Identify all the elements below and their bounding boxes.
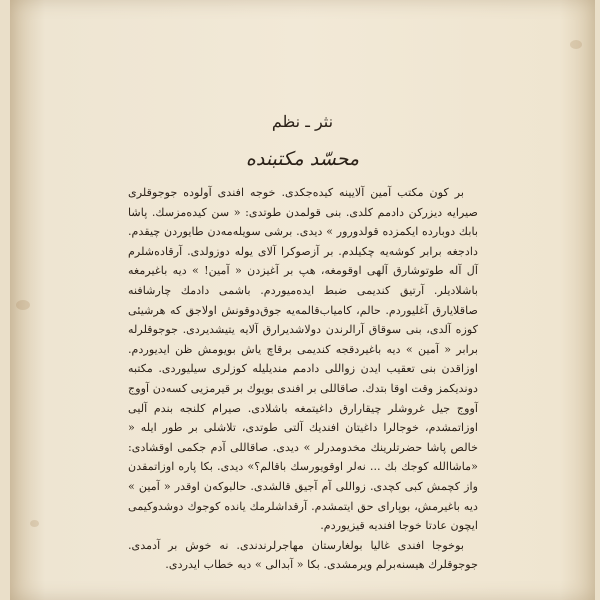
paper-stain: [30, 520, 39, 527]
book-page: [10, 0, 595, 600]
paragraph: بر كون مكتب آمين آلايينه كيده‌جكدى. خوجه افندى آولوده جوجوقلرى صيرايه ديزركن دادمم كلدى. بنى قولمدن طوتدى: « سن كيده‌مزسك. پاشا بابك دوبارده ايكمزده قولدورور » ديدى. برشى سويله‌مه‌دن طايوردن چيقدم. دادجغه برابر كوشه‌يه چكيلدم. بر آزصوكرا آلاى يوله دوزولدى. آرقاده‌شلرم آل آله طوتوشارق آلهى اوقومغه، هپ بر آغيزدن « آمين! » ديه باغيرمغه باشلاديلر. آرتيق كنديمى ضبط ايده‌ميوردم. باشمى دادمك چارشافنه صاقلايارق آغليوردم. حالم، كامياب‌قالمه‌يه جوق‌دوقونش اولاجق كه هرشيئى كوزه آلدى، بنى سوقاق آرالرندن دولاشديرارق آلايه يتيشديردى. جوجوقلرله برابر « آمين » ديه باغيردقجه كنديمى برقاچ ياش بويومش ظن ايديوردم. اوزاقدن بنى تعقيب ايدن زواللى دادمم منديليله كوزلرى سيليوردى. مكتبه دونديكمز وقت اوقا بتدك. صاقاللى بر افندى بويوك بر قيرمزيى كسه‌دن آووج آووج جيل غروشلر چيقارارق داغيتمغه باشلادى. صيرام كلنجه بندم آليى اوزاتمشدم، خوجالرا داغيتان افنديك آلتى طوتدى، تلاشلى بر طور ايله « خالص پاشا حضرتلرينك مخدومدرلر » ديدى. صاقاللى آدم جكمى اوقشادى: «ماشاالله كوجك بك ... نه‌لر اوقويورسك باقالم؟» ديدى. بكا پاره اوزاتمقدن واز كچمش كبى كچدى. زواللى آم آجيق قالشدى. حالبوكه‌ن اوقدر « آمين » ديه باغيرمش، بوپاراى حق ايتمشدم. آرقداشلرمك يانده كوجوك دوشدوكيمى ايچون عادتا خوجا افنديه قيزيوردم.: [128, 186, 478, 533]
paper-stain: [570, 40, 582, 49]
poem-title: محسّد مکتبنده: [245, 148, 360, 170]
body-text: [128, 183, 478, 575]
paragraph: بوخوجا افندى غاليا بولغارستان مهاجرلرندندى. نه خوش بر آدمدى. جوجوقلرك هيسنه‌برلم ويرمشدى. بكا « آبدالى » ديه خطاب ايدردى.: [128, 538, 478, 572]
section-title: نثر ـ نظم: [271, 112, 334, 131]
paper-stain: [16, 300, 30, 310]
